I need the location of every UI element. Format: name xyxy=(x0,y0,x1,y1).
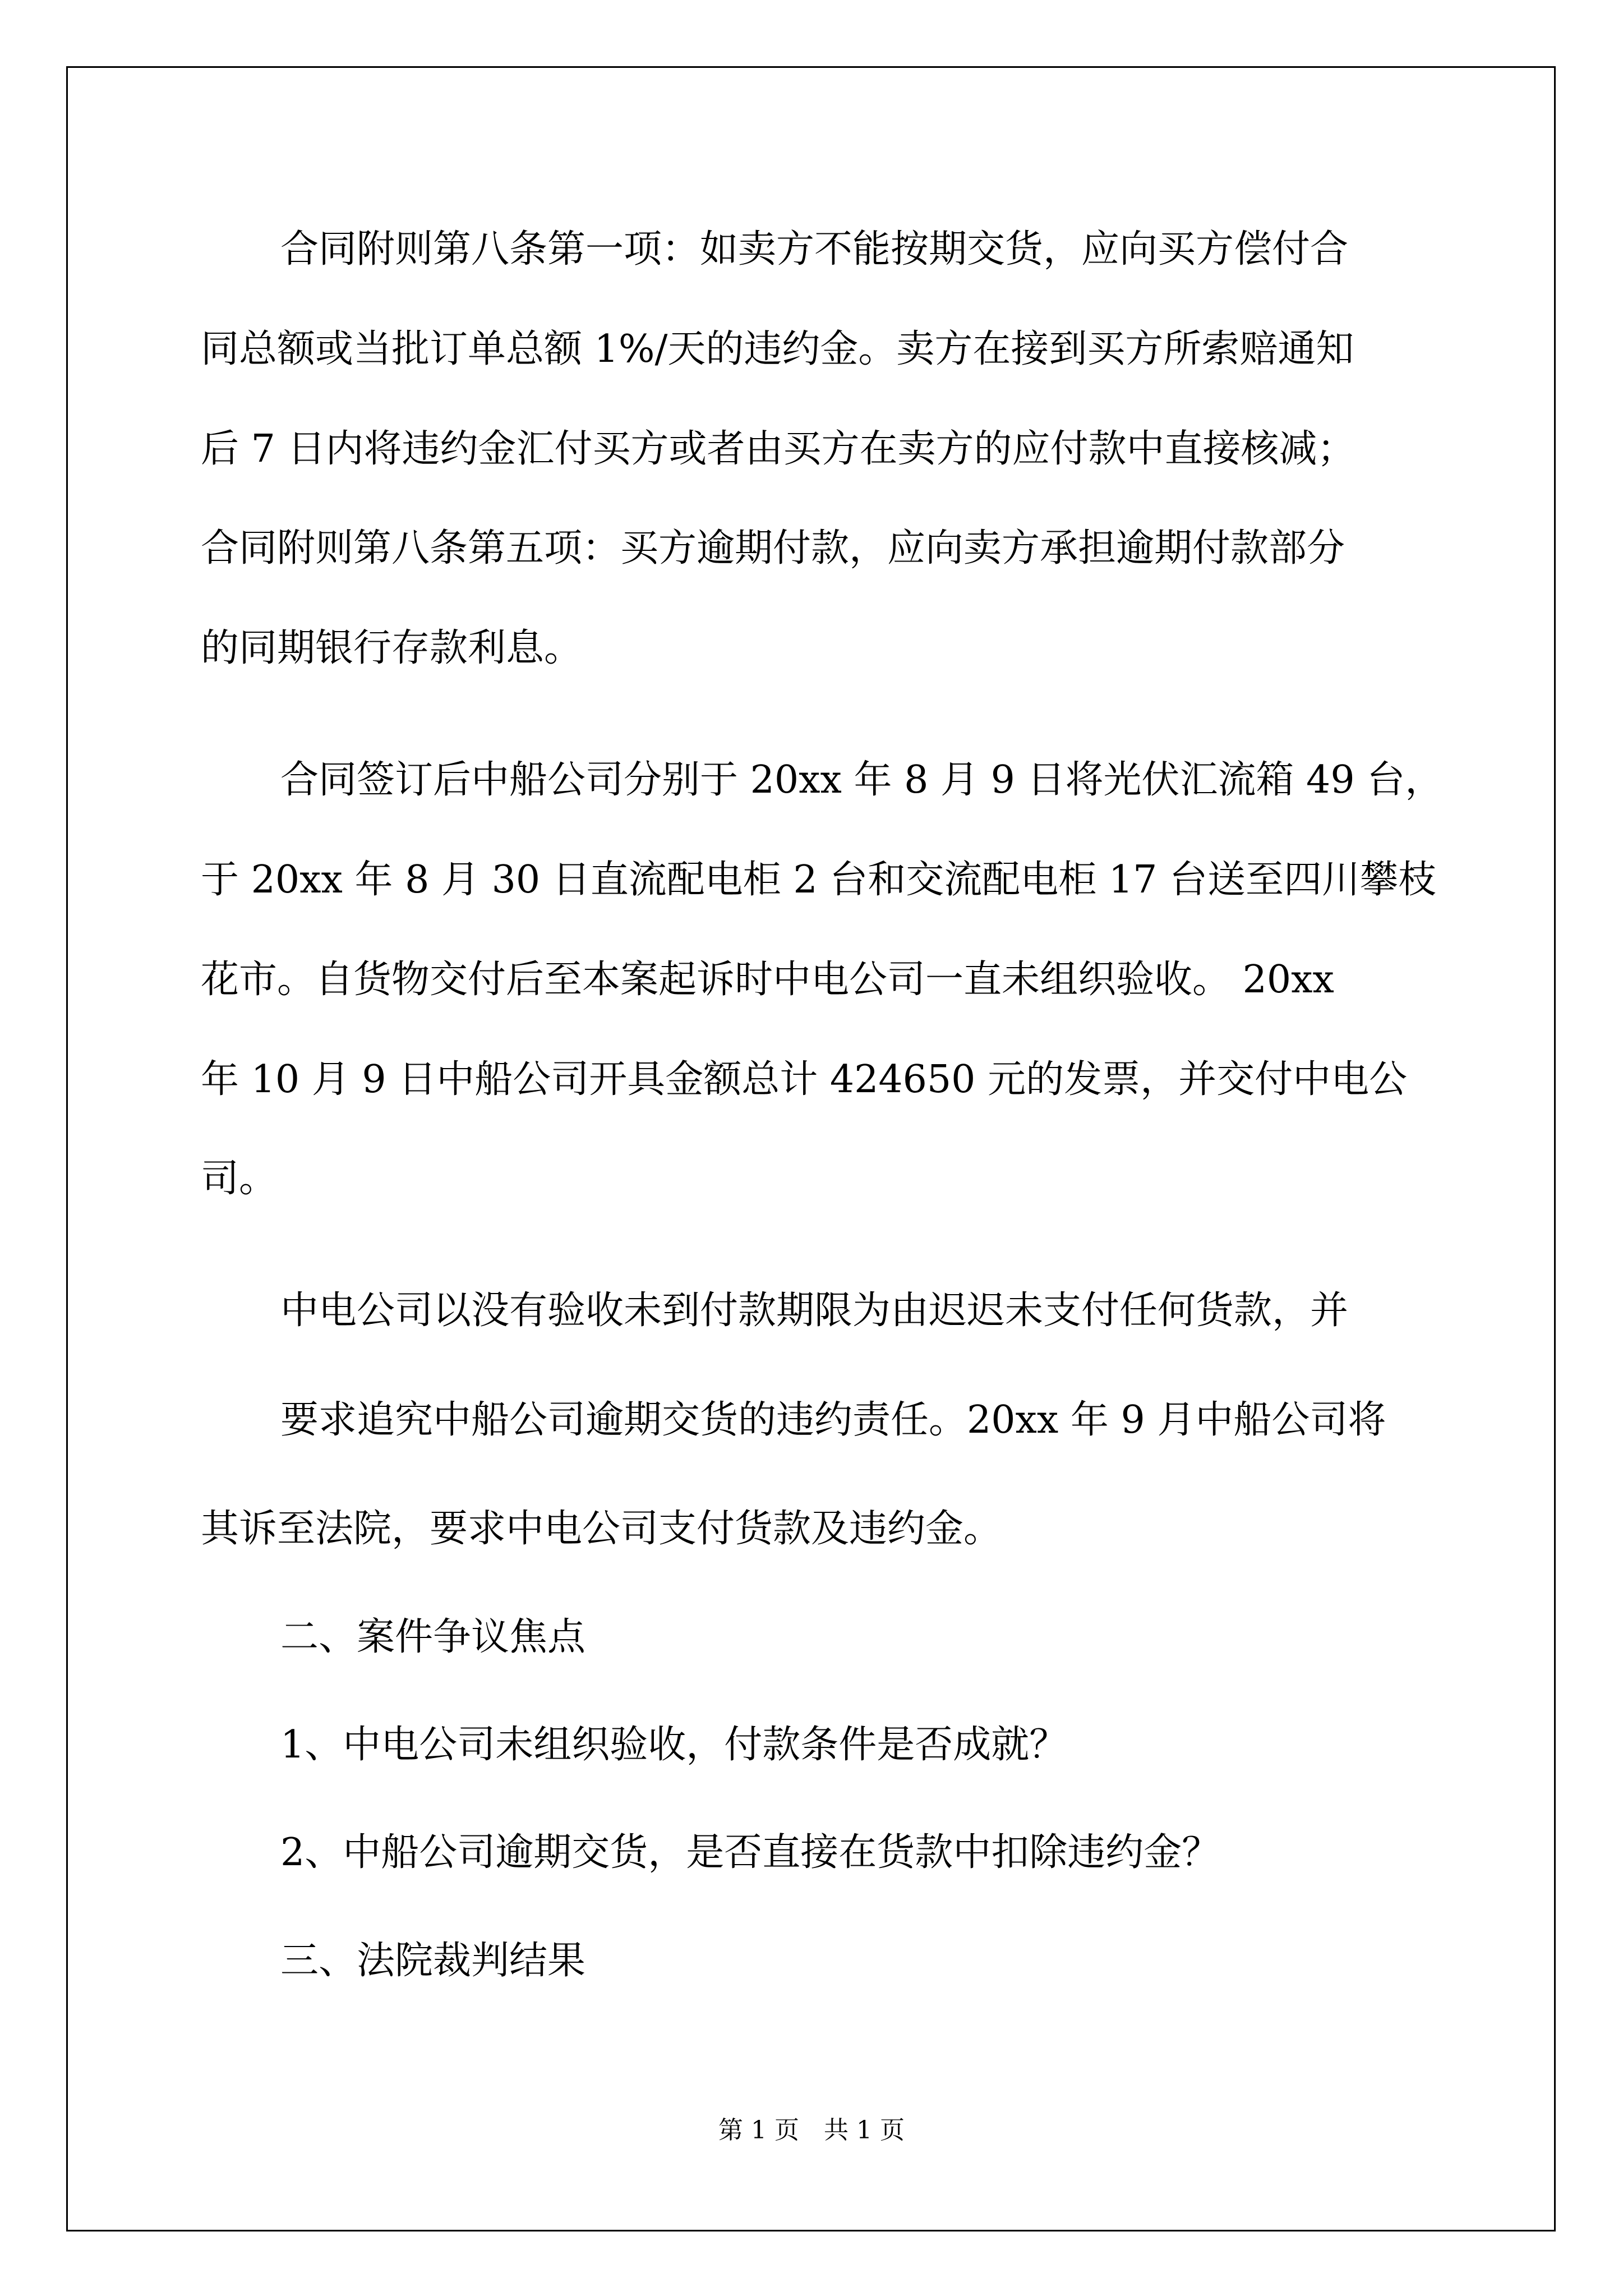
section-2-heading: 二、案件争议焦点 xyxy=(280,1615,586,1659)
page-border xyxy=(66,66,1556,2231)
paragraph-1-line-1: 合同附则第八条第一项：如卖方不能按期交货，应向买方偿付合 xyxy=(280,227,1349,272)
paragraph-2-line-5: 司。 xyxy=(201,1157,278,1201)
paragraph-3-line-2: 要求追究中船公司逾期交货的违约责任。20xx 年 9 月中船公司将 xyxy=(280,1398,1386,1442)
paragraph-1-line-2: 同总额或当批订单总额 1%/天的违约金。卖方在接到买方所索赔通知 xyxy=(201,327,1354,371)
paragraph-2-line-4: 年 10 月 9 日中船公司开具金额总计 424650 元的发票，并交付中电公 xyxy=(201,1057,1408,1102)
paragraph-2-line-2: 于 20xx 年 8 月 30 日直流配电柜 2 台和交流配电柜 17 台送至四川攀枝 xyxy=(201,858,1436,902)
paragraph-3-line-3: 其诉至法院，要求中电公司支付货款及违约金。 xyxy=(201,1507,1002,1551)
paragraph-3-line-1: 中电公司以没有验收未到付款期限为由迟迟未支付任何货款，并 xyxy=(280,1289,1349,1333)
paragraph-1-line-5: 的同期银行存款利息。 xyxy=(201,626,583,670)
paragraph-2-line-1: 合同签订后中船公司分别于 20xx 年 8 月 9 日将光伏汇流箱 49 台， xyxy=(280,758,1444,802)
section-3-heading: 三、法院裁判结果 xyxy=(280,1939,586,1983)
paragraph-2-line-3: 花市。自货物交付后至本案起诉时中电公司一直未组织验收。 20xx xyxy=(201,958,1334,1002)
question-2: 2、中船公司逾期交货，是否直接在货款中扣除违约金？ xyxy=(280,1830,1220,1875)
paragraph-1-line-3: 后 7 日内将违约金汇付买方或者由买方在卖方的应付款中直接核减； xyxy=(201,427,1355,471)
question-1: 1、中电公司未组织验收，付款条件是否成就？ xyxy=(280,1723,1068,1767)
paragraph-1-line-4: 合同附则第八条第五项：买方逾期付款，应向卖方承担逾期付款部分 xyxy=(201,526,1345,570)
page-footer: 第 1 页 共 1 页 xyxy=(718,2116,905,2145)
